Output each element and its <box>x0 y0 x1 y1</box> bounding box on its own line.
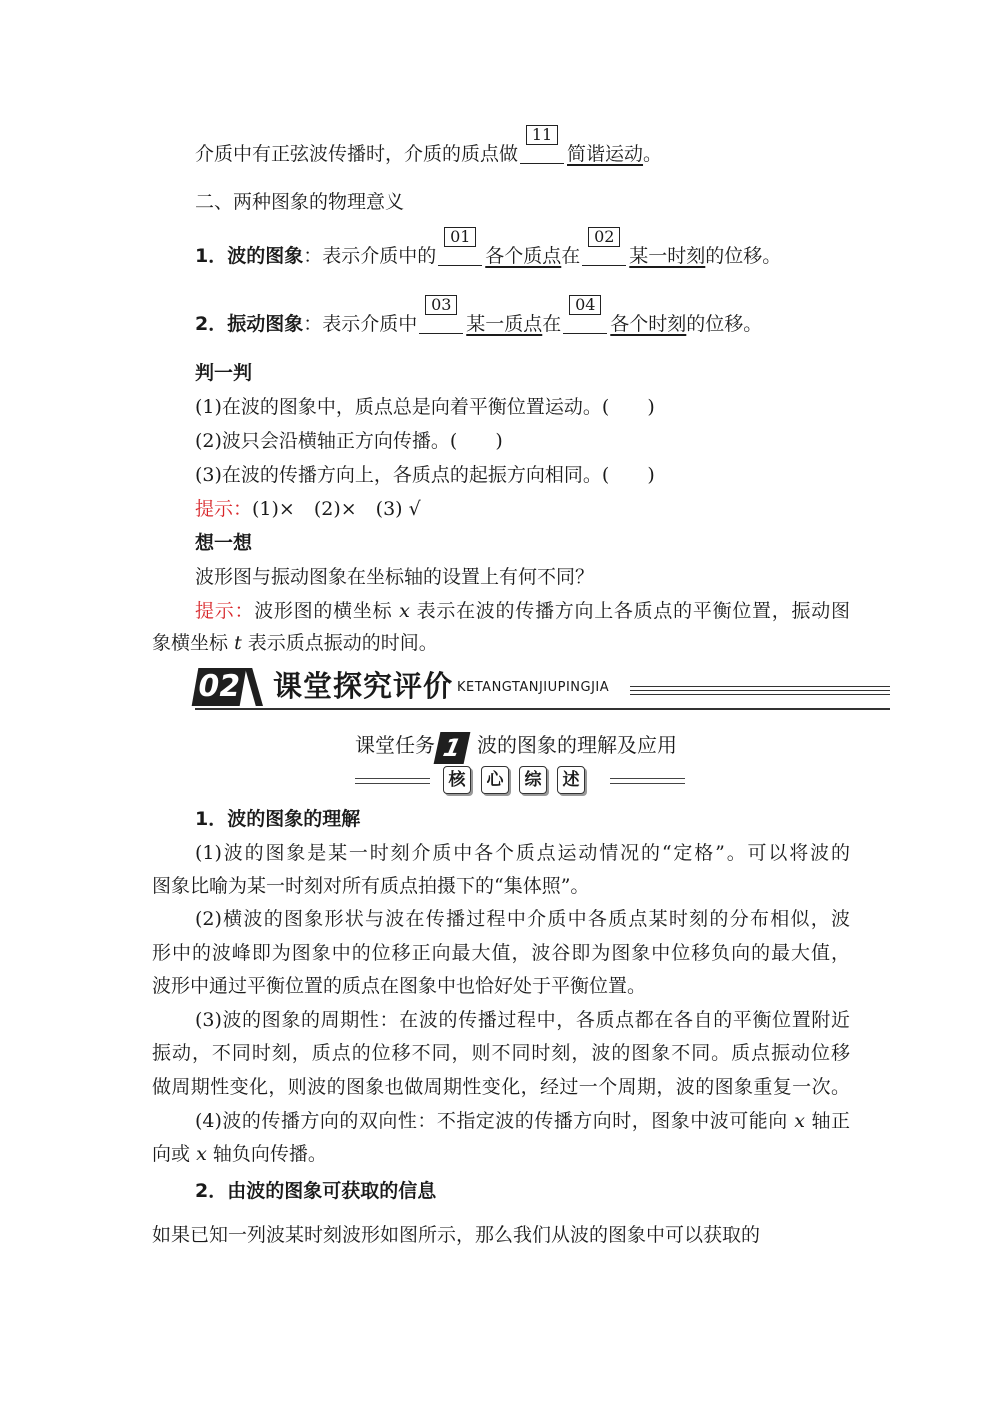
text: 表示质点振动的时间。 <box>247 632 438 654</box>
think-title: 想一想 <box>195 532 253 554</box>
section1-p3-line3: 做周期性变化，则波的图象也做周期性变化，经过一个周期，波的图象重复一次。 <box>152 1076 850 1098</box>
think-question: 波形图与振动图象在坐标轴的设置上有何不同？ <box>195 566 595 588</box>
core-char: 综 <box>519 766 547 794</box>
section1-p3-line2: 振动，不同时刻，质点的位移不同，则不同时刻，波的图象不同。质点振动位移 <box>152 1042 850 1064</box>
text: 表示在波的传播方向上各质点的平衡位置，振动图 <box>416 600 850 622</box>
section-pinyin: KETANGTANJIUPINGJIA <box>457 680 610 695</box>
core-char: 心 <box>481 766 509 794</box>
task-number-badge: 1 <box>434 732 471 764</box>
think-hint-line-1 <box>195 598 850 624</box>
task-title: 波的图象的理解及应用 <box>477 733 677 757</box>
text: 向或 <box>152 1143 191 1165</box>
banner-underline <box>195 708 890 710</box>
variable: x <box>399 600 410 622</box>
text: 轴正 <box>811 1110 851 1132</box>
wave-image-definition <box>195 227 782 269</box>
judge-question-2: (2)波只会沿横轴正方向传播。( ) <box>195 430 503 452</box>
text: 的位移。 <box>686 313 763 335</box>
judge-hint <box>195 496 421 522</box>
banner-slash-decoration <box>245 668 263 706</box>
item-label: 2．振动图象 <box>195 313 304 335</box>
hint-label: 提示： <box>195 498 253 520</box>
blank-number-box: 03 <box>425 295 457 315</box>
section-banner <box>195 664 890 710</box>
task-label: 课堂任务 <box>355 733 435 757</box>
blank-number-box: 01 <box>444 227 476 247</box>
section1-p3-line1: (3)波的图象的周期性：在波的传播过程中，各质点都在各自的平衡位置附近 <box>195 1009 850 1031</box>
text: 在 <box>542 313 562 335</box>
item-label: 1．波的图象 <box>195 245 304 267</box>
blank-03 <box>419 295 463 334</box>
text: 波形图的横坐标 <box>254 600 393 622</box>
variable: x <box>794 1110 805 1132</box>
blank-11 <box>520 125 564 164</box>
blank-number-box: 04 <box>569 295 601 315</box>
section1-p4-line1 <box>195 1108 850 1134</box>
answer-text: 某一时刻 <box>629 245 706 267</box>
variable: t <box>234 632 242 654</box>
section1-p4-line2 <box>152 1141 327 1167</box>
text: 。 <box>643 143 663 165</box>
answer-text: 各个时刻 <box>610 313 687 335</box>
text: 的位移。 <box>705 245 782 267</box>
decor-lines-left <box>355 778 430 788</box>
section-title: 课堂探究评价 <box>273 669 454 703</box>
section-number: 02 <box>192 668 247 706</box>
section2-p1: 如果已知一列波某时刻波形如图所示，那么我们从波的图象中可以获取的 <box>152 1224 761 1246</box>
heading-two-images: 二、两种图象的物理意义 <box>195 191 405 213</box>
text: ：表示介质中 <box>303 313 418 335</box>
text: 象横坐标 <box>152 632 229 654</box>
section1-p2-line2: 形中的波峰即为图象中的位移正向最大值，波谷即为图象中位移负向的最大值， <box>152 942 850 964</box>
section1-p1-line2: 图象比喻为某一时刻对所有质点拍摄下的“集体照”。 <box>152 875 590 897</box>
core-chars <box>443 766 595 794</box>
text: 轴负向传播。 <box>212 1143 327 1165</box>
answer-text: 简谐运动 <box>567 143 644 165</box>
blank-01 <box>438 227 482 266</box>
text: 介质中有正弦波传播时，介质的质点做 <box>195 143 519 165</box>
text: ：表示介质中的 <box>303 245 437 267</box>
hint-text: (1)× (2)× (3) √ <box>252 498 421 520</box>
text: 在 <box>561 245 581 267</box>
hint-label: 提示： <box>195 600 255 622</box>
answer-text: 各个质点 <box>485 245 562 267</box>
blank-02 <box>582 227 626 266</box>
blank-04 <box>563 295 607 334</box>
section2-title: 2．由波的图象可获取的信息 <box>195 1180 437 1202</box>
text: (4)波的传播方向的双向性：不指定波的传播方向时，图象中波可能向 <box>195 1110 788 1132</box>
fill-blank-line-11 <box>195 125 663 167</box>
section1-p2-line3: 波形中通过平衡位置的质点在图象中也恰好处于平衡位置。 <box>152 975 647 997</box>
core-summary-label <box>355 764 685 800</box>
task-heading <box>355 727 677 764</box>
answer-text: 某一质点 <box>466 313 543 335</box>
section1-title: 1．波的图象的理解 <box>195 808 361 830</box>
judge-question-1: (1)在波的图象中，质点总是向着平衡位置运动。( ) <box>195 396 655 418</box>
decor-lines-right <box>610 778 685 788</box>
variable: x <box>196 1143 207 1165</box>
blank-number-box: 02 <box>588 227 620 247</box>
section1-p1-line1: (1)波的图象是某一时刻介质中各个质点运动情况的“定格”。可以将波的 <box>195 842 850 864</box>
judge-question-3: (3)在波的传播方向上，各质点的起振方向相同。( ) <box>195 464 655 486</box>
core-char: 述 <box>557 766 585 794</box>
banner-rules <box>630 686 890 698</box>
blank-number-box: 11 <box>526 125 558 145</box>
section1-p2-line1: (2)横波的图象形状与波在传播过程中介质中各质点某时刻的分布相似，波 <box>195 908 850 930</box>
judge-title: 判一判 <box>195 362 253 384</box>
vibration-image-definition <box>195 295 763 337</box>
core-char: 核 <box>443 766 471 794</box>
think-hint-line-2 <box>152 630 438 656</box>
